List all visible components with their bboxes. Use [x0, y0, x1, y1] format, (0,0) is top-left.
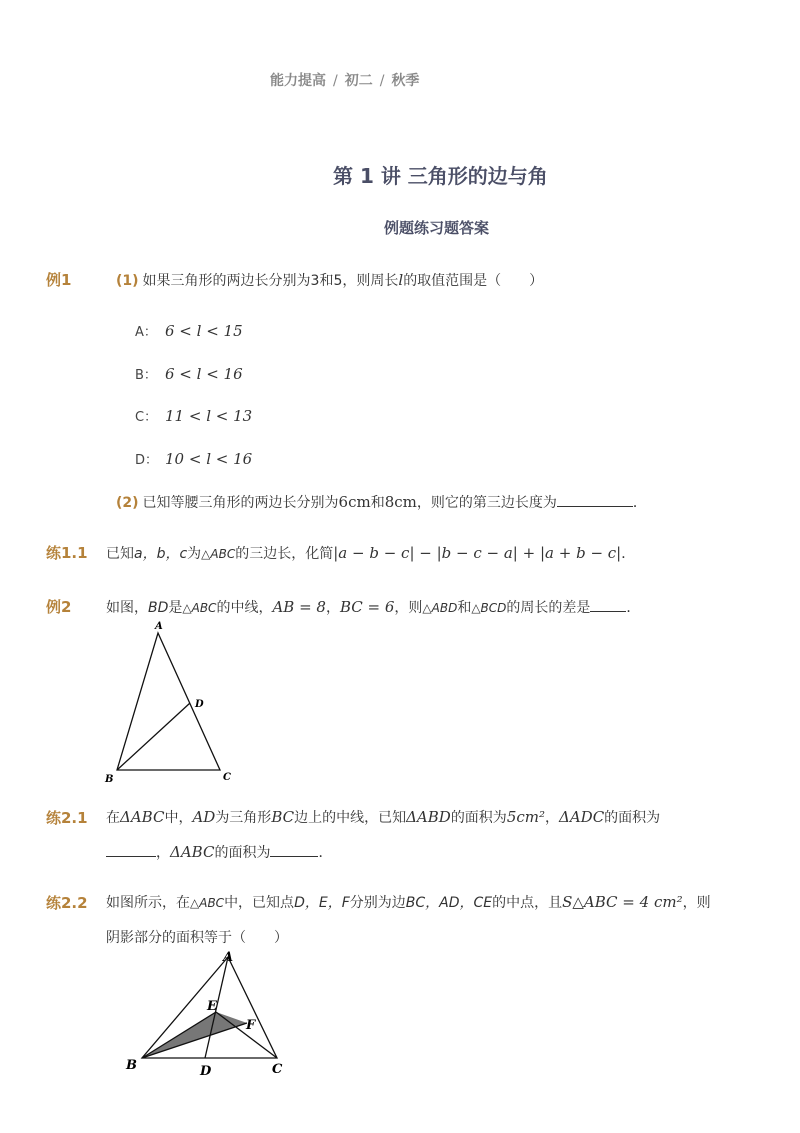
practice-2-2-line1	[106, 892, 711, 912]
question-text: 为	[187, 546, 202, 562]
question-text: 分别为边	[349, 895, 406, 911]
option-letter: C：	[135, 410, 158, 425]
question-text: 已知	[106, 546, 134, 562]
triangle-name: ΔABC	[120, 808, 165, 826]
part-label: (2)	[116, 495, 139, 511]
vertex-label-b: B	[126, 1058, 137, 1073]
triangle-name: △BCD	[471, 601, 507, 615]
area-value: 5cm²	[506, 808, 545, 826]
value: 8cm	[384, 493, 417, 511]
example-1-label: 例1	[46, 271, 72, 289]
question-text: 的取值范围是（ ）	[403, 273, 544, 289]
question-text: ，则	[682, 895, 711, 911]
vertex-label-e: E	[207, 999, 217, 1014]
question-text: 如图，	[106, 600, 148, 616]
practice-2-1-line1	[106, 807, 660, 827]
practice-2-2-label: 练2.2	[46, 894, 88, 912]
question-text: 中，已知点	[224, 895, 295, 911]
punctuation: ．	[626, 600, 641, 616]
option-b[interactable]	[135, 364, 243, 383]
question-text: 如果三角形的两边长分别为3和5，则周长	[142, 273, 399, 289]
condition: S△ABC = 4 cm²	[562, 893, 683, 911]
example-1-part2	[116, 492, 647, 512]
vertex-label-a: A	[155, 621, 163, 632]
option-letter: B：	[135, 368, 157, 383]
answer-blank[interactable]	[270, 856, 318, 857]
triangle-figure-1	[95, 615, 245, 790]
practice-1-1-label: 练1.1	[46, 544, 88, 562]
variables: a，b，c	[134, 546, 188, 562]
answer-blank[interactable]	[557, 506, 633, 507]
triangle-name: ΔABD	[406, 808, 451, 826]
question-text: 已知等腰三角形的两边长分别为	[142, 495, 339, 511]
expression: |a − b − c| − |b − c − a| + |a + b − c|	[333, 544, 622, 562]
question-text: 中，	[164, 810, 193, 826]
variable: l	[398, 271, 404, 289]
question-text: 的面积为	[214, 845, 271, 861]
option-expression: 6 < l < 15	[165, 322, 243, 340]
question-text: 的面积为	[450, 810, 507, 826]
option-letter: D：	[135, 453, 159, 468]
breadcrumb	[270, 70, 419, 90]
question-text: 的面积为	[604, 810, 661, 826]
question-text: ，则它的第三边长度为	[416, 495, 557, 511]
segment: AD	[192, 808, 216, 826]
option-letter: A：	[135, 325, 157, 340]
answer-blank[interactable]	[590, 611, 626, 612]
example-2-text	[106, 597, 640, 617]
question-text: 的周长的差是	[506, 600, 591, 616]
vertex-label-d: D	[195, 699, 204, 710]
question-text: 和	[457, 600, 472, 616]
option-c[interactable]	[135, 406, 252, 425]
question-text: 是	[168, 600, 183, 616]
punctuation: ，	[156, 845, 170, 861]
triangle-name: ΔABC	[170, 843, 215, 861]
punctuation: ．	[632, 495, 647, 511]
practice-1-1-text	[106, 543, 635, 563]
question-text: 边上的中线，已知	[294, 810, 407, 826]
answer-blank[interactable]	[106, 856, 156, 857]
triangle-name: △ABC	[201, 547, 236, 561]
edges: BC，AD，CE	[405, 895, 493, 911]
question-text: 和	[370, 495, 385, 511]
vertex-label-a: A	[223, 950, 234, 965]
example-2-label: 例2	[46, 598, 72, 616]
option-expression: 11 < l < 13	[165, 407, 253, 425]
page-subtitle: 例题练习题答案	[384, 219, 490, 237]
triangle-name: △ABC	[190, 896, 225, 910]
value: 6cm	[338, 493, 371, 511]
vertex-label-c: C	[272, 1062, 283, 1077]
breadcrumb-item[interactable]: 初二	[344, 73, 373, 89]
breadcrumb-separator: /	[379, 73, 385, 89]
breadcrumb-item[interactable]: 能力提高	[270, 73, 326, 89]
part-label: (1)	[116, 273, 139, 289]
points: D，E，F	[294, 895, 350, 911]
triangle-name: △ABC	[182, 601, 217, 615]
triangle-name: △ABD	[422, 601, 458, 615]
triangle-name: ΔADC	[559, 808, 605, 826]
option-a[interactable]	[135, 321, 243, 340]
breadcrumb-item[interactable]: 秋季	[391, 73, 420, 89]
option-expression: 10 < l < 16	[165, 450, 253, 468]
vertex-label-b: B	[105, 774, 114, 785]
example-1-part1	[116, 270, 543, 290]
option-expression: 6 < l < 16	[165, 365, 243, 383]
breadcrumb-separator: /	[333, 73, 338, 89]
question-text: 的三边长，化简	[235, 546, 334, 562]
punctuation: ，	[545, 810, 559, 826]
condition: AB = 8	[272, 598, 326, 616]
segment: BC	[271, 808, 295, 826]
triangle-figure-2	[120, 945, 300, 1080]
question-text: 在	[106, 810, 120, 826]
question-text: 的中线，	[216, 600, 273, 616]
triangle-abc	[117, 633, 220, 770]
shaded-region	[142, 1012, 247, 1058]
median-bd	[117, 703, 190, 770]
question-text: ，则	[394, 600, 423, 616]
segment: BD	[148, 600, 169, 616]
condition: BC = 6	[339, 598, 395, 616]
page-title: 第 1 讲 三角形的边与角	[333, 164, 548, 188]
vertex-label-c: C	[223, 772, 231, 783]
punctuation: ．	[621, 546, 636, 562]
question-text: 为三角形	[215, 810, 272, 826]
vertex-label-d: D	[200, 1064, 212, 1079]
punctuation: ，	[325, 600, 340, 616]
punctuation: ．	[318, 845, 333, 861]
option-d[interactable]	[135, 449, 252, 468]
vertex-label-f: F	[246, 1018, 256, 1033]
practice-2-1-line2	[106, 842, 332, 862]
question-text: 如图所示，在	[106, 895, 190, 911]
practice-2-1-label: 练2.1	[46, 809, 88, 827]
question-text: 的中点，且	[492, 895, 563, 911]
practice-2-2-line2: 阴影部分的面积等于（ ）	[106, 930, 288, 946]
